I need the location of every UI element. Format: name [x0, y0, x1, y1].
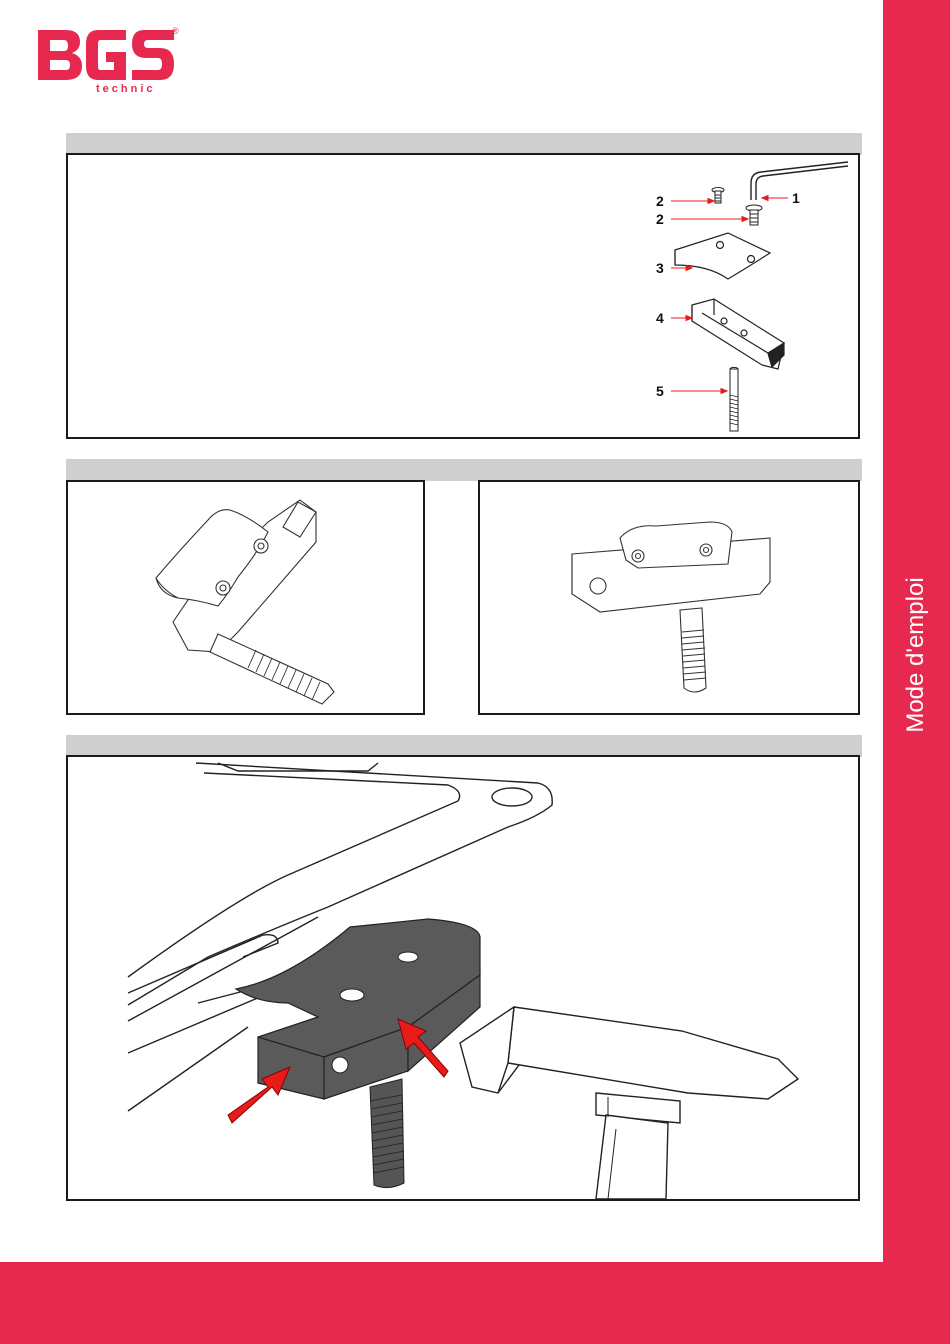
clamp-block — [692, 299, 784, 369]
screw — [746, 205, 762, 225]
curved-plate — [675, 233, 770, 279]
callout-5: 5 — [656, 383, 664, 399]
registered-mark: ® — [172, 26, 179, 36]
parts-illustration — [68, 155, 858, 437]
section-label: Mode d'emploi — [902, 577, 929, 733]
callout-3: 3 — [656, 260, 664, 276]
assembly-illustration-right — [480, 482, 858, 713]
assembly-illustration-left — [68, 482, 423, 713]
bottom-bar — [0, 1262, 950, 1344]
assembly-panel-right — [478, 480, 860, 715]
usage-illustration — [68, 757, 858, 1199]
section-strip-1 — [66, 133, 862, 155]
section-strip-3 — [66, 735, 862, 757]
assembly-panel-left — [66, 480, 425, 715]
callout-2a: 2 — [656, 193, 664, 209]
threaded-rod — [730, 367, 738, 431]
hammer-illustration — [460, 1007, 798, 1199]
usage-panel — [66, 755, 860, 1201]
section-strip-2 — [66, 459, 862, 481]
parts-panel — [66, 153, 860, 439]
brand-logo — [36, 24, 181, 96]
callout-2b: 2 — [656, 211, 664, 227]
callout-4: 4 — [656, 310, 664, 326]
brand-subtext: technic — [96, 83, 156, 95]
callout-1: 1 — [792, 190, 800, 206]
